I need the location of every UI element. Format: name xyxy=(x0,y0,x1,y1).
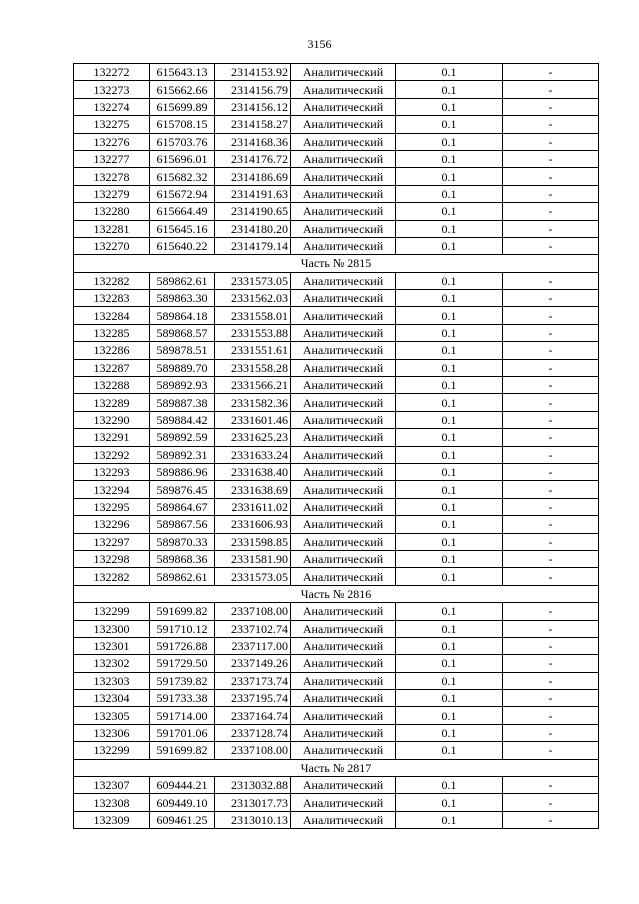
method-cell: Аналитический xyxy=(291,707,396,724)
y-coord-cell: 2331553.88 xyxy=(215,324,291,341)
table-row xyxy=(74,707,599,724)
point-id-cell: 132308 xyxy=(74,794,150,811)
method-cell: Аналитический xyxy=(291,620,396,637)
table-row xyxy=(74,620,599,637)
x-coord-cell: 609461.25 xyxy=(150,811,215,828)
method-cell: Аналитический xyxy=(291,672,396,689)
table-row xyxy=(74,237,599,254)
y-coord-cell: 2337102.74 xyxy=(215,620,291,637)
note-cell: - xyxy=(503,620,599,637)
y-coord-cell: 2337195.74 xyxy=(215,690,291,707)
method-cell: Аналитический xyxy=(291,429,396,446)
accuracy-cell: 0.1 xyxy=(396,81,503,98)
accuracy-cell: 0.1 xyxy=(396,724,503,741)
table-row xyxy=(74,655,599,672)
y-coord-cell: 2313032.88 xyxy=(215,777,291,794)
y-coord-cell: 2331573.05 xyxy=(215,272,291,289)
table-row xyxy=(74,324,599,341)
x-coord-cell: 589868.36 xyxy=(150,550,215,567)
accuracy-cell: 0.1 xyxy=(396,533,503,550)
method-cell: Аналитический xyxy=(291,237,396,254)
accuracy-cell: 0.1 xyxy=(396,672,503,689)
x-coord-cell: 589892.93 xyxy=(150,377,215,394)
table-row xyxy=(74,203,599,220)
table-row xyxy=(74,220,599,237)
accuracy-cell: 0.1 xyxy=(396,637,503,654)
method-cell: Аналитический xyxy=(291,811,396,828)
section-title: Часть № 2817 xyxy=(74,759,599,776)
point-id-cell: 132291 xyxy=(74,429,150,446)
note-cell: - xyxy=(503,429,599,446)
point-id-cell: 132282 xyxy=(74,568,150,585)
point-id-cell: 132273 xyxy=(74,81,150,98)
x-coord-cell: 615703.76 xyxy=(150,133,215,150)
x-coord-cell: 589884.42 xyxy=(150,411,215,428)
table-row xyxy=(74,98,599,115)
y-coord-cell: 2337128.74 xyxy=(215,724,291,741)
y-coord-cell: 2337108.00 xyxy=(215,603,291,620)
accuracy-cell: 0.1 xyxy=(396,220,503,237)
y-coord-cell: 2337173.74 xyxy=(215,672,291,689)
y-coord-cell: 2331566.21 xyxy=(215,377,291,394)
method-cell: Аналитический xyxy=(291,533,396,550)
point-id-cell: 132283 xyxy=(74,290,150,307)
method-cell: Аналитический xyxy=(291,446,396,463)
method-cell: Аналитический xyxy=(291,203,396,220)
accuracy-cell: 0.1 xyxy=(396,185,503,202)
note-cell: - xyxy=(503,655,599,672)
accuracy-cell: 0.1 xyxy=(396,377,503,394)
note-cell: - xyxy=(503,150,599,167)
x-coord-cell: 591739.82 xyxy=(150,672,215,689)
note-cell: - xyxy=(503,707,599,724)
note-cell: - xyxy=(503,550,599,567)
accuracy-cell: 0.1 xyxy=(396,429,503,446)
method-cell: Аналитический xyxy=(291,690,396,707)
note-cell: - xyxy=(503,742,599,759)
y-coord-cell: 2314191.63 xyxy=(215,185,291,202)
method-cell: Аналитический xyxy=(291,168,396,185)
method-cell: Аналитический xyxy=(291,777,396,794)
section-header-row xyxy=(74,759,599,776)
x-coord-cell: 589886.96 xyxy=(150,463,215,480)
accuracy-cell: 0.1 xyxy=(396,342,503,359)
y-coord-cell: 2314180.20 xyxy=(215,220,291,237)
accuracy-cell: 0.1 xyxy=(396,777,503,794)
point-id-cell: 132290 xyxy=(74,411,150,428)
point-id-cell: 132303 xyxy=(74,672,150,689)
note-cell: - xyxy=(503,394,599,411)
accuracy-cell: 0.1 xyxy=(396,168,503,185)
note-cell: - xyxy=(503,324,599,341)
method-cell: Аналитический xyxy=(291,272,396,289)
y-coord-cell: 2314176.72 xyxy=(215,150,291,167)
note-cell: - xyxy=(503,81,599,98)
x-coord-cell: 591714.00 xyxy=(150,707,215,724)
table-row xyxy=(74,116,599,133)
note-cell: - xyxy=(503,411,599,428)
accuracy-cell: 0.1 xyxy=(396,603,503,620)
point-id-cell: 132300 xyxy=(74,620,150,637)
method-cell: Аналитический xyxy=(291,655,396,672)
accuracy-cell: 0.1 xyxy=(396,150,503,167)
table-row xyxy=(74,603,599,620)
note-cell: - xyxy=(503,116,599,133)
note-cell: - xyxy=(503,498,599,515)
x-coord-cell: 589864.18 xyxy=(150,307,215,324)
note-cell: - xyxy=(503,777,599,794)
note-cell: - xyxy=(503,690,599,707)
accuracy-cell: 0.1 xyxy=(396,516,503,533)
y-coord-cell: 2331611.02 xyxy=(215,498,291,515)
point-id-cell: 132278 xyxy=(74,168,150,185)
x-coord-cell: 589870.33 xyxy=(150,533,215,550)
table-row xyxy=(74,168,599,185)
point-id-cell: 132297 xyxy=(74,533,150,550)
accuracy-cell: 0.1 xyxy=(396,742,503,759)
point-id-cell: 132274 xyxy=(74,98,150,115)
point-id-cell: 132294 xyxy=(74,481,150,498)
method-cell: Аналитический xyxy=(291,498,396,515)
method-cell: Аналитический xyxy=(291,324,396,341)
point-id-cell: 132301 xyxy=(74,637,150,654)
y-coord-cell: 2314156.12 xyxy=(215,98,291,115)
section-title: Часть № 2815 xyxy=(74,255,599,272)
accuracy-cell: 0.1 xyxy=(396,481,503,498)
table-row xyxy=(74,811,599,828)
x-coord-cell: 589892.59 xyxy=(150,429,215,446)
point-id-cell: 132307 xyxy=(74,777,150,794)
method-cell: Аналитический xyxy=(291,185,396,202)
note-cell: - xyxy=(503,672,599,689)
accuracy-cell: 0.1 xyxy=(396,307,503,324)
point-id-cell: 132299 xyxy=(74,742,150,759)
accuracy-cell: 0.1 xyxy=(396,133,503,150)
note-cell: - xyxy=(503,377,599,394)
y-coord-cell: 2331581.90 xyxy=(215,550,291,567)
accuracy-cell: 0.1 xyxy=(396,446,503,463)
note-cell: - xyxy=(503,342,599,359)
method-cell: Аналитический xyxy=(291,307,396,324)
point-id-cell: 132280 xyxy=(74,203,150,220)
y-coord-cell: 2337117.00 xyxy=(215,637,291,654)
x-coord-cell: 609449.10 xyxy=(150,794,215,811)
accuracy-cell: 0.1 xyxy=(396,568,503,585)
x-coord-cell: 615682.32 xyxy=(150,168,215,185)
x-coord-cell: 589867.56 xyxy=(150,516,215,533)
method-cell: Аналитический xyxy=(291,116,396,133)
method-cell: Аналитический xyxy=(291,742,396,759)
x-coord-cell: 615664.49 xyxy=(150,203,215,220)
y-coord-cell: 2331558.01 xyxy=(215,307,291,324)
point-id-cell: 132272 xyxy=(74,64,150,81)
table-row xyxy=(74,550,599,567)
x-coord-cell: 589878.51 xyxy=(150,342,215,359)
y-coord-cell: 2314158.27 xyxy=(215,116,291,133)
method-cell: Аналитический xyxy=(291,463,396,480)
accuracy-cell: 0.1 xyxy=(396,272,503,289)
point-id-cell: 132289 xyxy=(74,394,150,411)
coordinates-table-body xyxy=(74,64,599,829)
method-cell: Аналитический xyxy=(291,377,396,394)
note-cell: - xyxy=(503,516,599,533)
point-id-cell: 132292 xyxy=(74,446,150,463)
method-cell: Аналитический xyxy=(291,603,396,620)
y-coord-cell: 2331633.24 xyxy=(215,446,291,463)
x-coord-cell: 615662.66 xyxy=(150,81,215,98)
x-coord-cell: 615640.22 xyxy=(150,237,215,254)
table-row xyxy=(74,185,599,202)
table-row xyxy=(74,377,599,394)
accuracy-cell: 0.1 xyxy=(396,794,503,811)
method-cell: Аналитический xyxy=(291,794,396,811)
accuracy-cell: 0.1 xyxy=(396,411,503,428)
coordinates-table xyxy=(73,63,599,829)
point-id-cell: 132304 xyxy=(74,690,150,707)
table-row xyxy=(74,394,599,411)
method-cell: Аналитический xyxy=(291,481,396,498)
table-row xyxy=(74,133,599,150)
method-cell: Аналитический xyxy=(291,359,396,376)
accuracy-cell: 0.1 xyxy=(396,463,503,480)
table-row xyxy=(74,446,599,463)
table-row xyxy=(74,463,599,480)
y-coord-cell: 2314168.36 xyxy=(215,133,291,150)
note-cell: - xyxy=(503,290,599,307)
point-id-cell: 132281 xyxy=(74,220,150,237)
x-coord-cell: 591726.88 xyxy=(150,637,215,654)
note-cell: - xyxy=(503,168,599,185)
method-cell: Аналитический xyxy=(291,724,396,741)
point-id-cell: 132305 xyxy=(74,707,150,724)
x-coord-cell: 615643.13 xyxy=(150,64,215,81)
table-row xyxy=(74,272,599,289)
x-coord-cell: 589889.70 xyxy=(150,359,215,376)
method-cell: Аналитический xyxy=(291,64,396,81)
note-cell: - xyxy=(503,64,599,81)
point-id-cell: 132282 xyxy=(74,272,150,289)
method-cell: Аналитический xyxy=(291,98,396,115)
section-title: Часть № 2816 xyxy=(74,585,599,602)
table-row xyxy=(74,568,599,585)
x-coord-cell: 589862.61 xyxy=(150,568,215,585)
y-coord-cell: 2314186.69 xyxy=(215,168,291,185)
accuracy-cell: 0.1 xyxy=(396,498,503,515)
accuracy-cell: 0.1 xyxy=(396,690,503,707)
y-coord-cell: 2331601.46 xyxy=(215,411,291,428)
accuracy-cell: 0.1 xyxy=(396,116,503,133)
x-coord-cell: 615699.89 xyxy=(150,98,215,115)
x-coord-cell: 609444.21 xyxy=(150,777,215,794)
note-cell: - xyxy=(503,237,599,254)
x-coord-cell: 591710.12 xyxy=(150,620,215,637)
table-row xyxy=(74,794,599,811)
table-row xyxy=(74,516,599,533)
y-coord-cell: 2337149.26 xyxy=(215,655,291,672)
x-coord-cell: 615672.94 xyxy=(150,185,215,202)
accuracy-cell: 0.1 xyxy=(396,655,503,672)
y-coord-cell: 2337164.74 xyxy=(215,707,291,724)
x-coord-cell: 589876.45 xyxy=(150,481,215,498)
point-id-cell: 132296 xyxy=(74,516,150,533)
point-id-cell: 132275 xyxy=(74,116,150,133)
point-id-cell: 132306 xyxy=(74,724,150,741)
table-row xyxy=(74,290,599,307)
x-coord-cell: 591699.82 xyxy=(150,742,215,759)
note-cell: - xyxy=(503,446,599,463)
x-coord-cell: 589862.61 xyxy=(150,272,215,289)
accuracy-cell: 0.1 xyxy=(396,98,503,115)
table-row xyxy=(74,81,599,98)
method-cell: Аналитический xyxy=(291,81,396,98)
point-id-cell: 132293 xyxy=(74,463,150,480)
x-coord-cell: 589863.30 xyxy=(150,290,215,307)
y-coord-cell: 2331551.61 xyxy=(215,342,291,359)
note-cell: - xyxy=(503,811,599,828)
note-cell: - xyxy=(503,481,599,498)
point-id-cell: 132299 xyxy=(74,603,150,620)
accuracy-cell: 0.1 xyxy=(396,620,503,637)
accuracy-cell: 0.1 xyxy=(396,707,503,724)
x-coord-cell: 589864.67 xyxy=(150,498,215,515)
y-coord-cell: 2337108.00 xyxy=(215,742,291,759)
x-coord-cell: 589892.31 xyxy=(150,446,215,463)
point-id-cell: 132284 xyxy=(74,307,150,324)
y-coord-cell: 2331573.05 xyxy=(215,568,291,585)
point-id-cell: 132279 xyxy=(74,185,150,202)
point-id-cell: 132298 xyxy=(74,550,150,567)
note-cell: - xyxy=(503,724,599,741)
note-cell: - xyxy=(503,185,599,202)
accuracy-cell: 0.1 xyxy=(396,64,503,81)
x-coord-cell: 615708.15 xyxy=(150,116,215,133)
table-row xyxy=(74,637,599,654)
accuracy-cell: 0.1 xyxy=(396,237,503,254)
note-cell: - xyxy=(503,568,599,585)
method-cell: Аналитический xyxy=(291,394,396,411)
note-cell: - xyxy=(503,307,599,324)
accuracy-cell: 0.1 xyxy=(396,359,503,376)
y-coord-cell: 2314153.92 xyxy=(215,64,291,81)
note-cell: - xyxy=(503,463,599,480)
y-coord-cell: 2331606.93 xyxy=(215,516,291,533)
table-row xyxy=(74,307,599,324)
accuracy-cell: 0.1 xyxy=(396,203,503,220)
table-row xyxy=(74,429,599,446)
note-cell: - xyxy=(503,98,599,115)
method-cell: Аналитический xyxy=(291,411,396,428)
point-id-cell: 132309 xyxy=(74,811,150,828)
y-coord-cell: 2331638.69 xyxy=(215,481,291,498)
note-cell: - xyxy=(503,794,599,811)
table-row xyxy=(74,342,599,359)
table-row xyxy=(74,724,599,741)
x-coord-cell: 589887.38 xyxy=(150,394,215,411)
method-cell: Аналитический xyxy=(291,290,396,307)
y-coord-cell: 2313010.13 xyxy=(215,811,291,828)
accuracy-cell: 0.1 xyxy=(396,290,503,307)
table-row xyxy=(74,150,599,167)
point-id-cell: 132285 xyxy=(74,324,150,341)
note-cell: - xyxy=(503,359,599,376)
point-id-cell: 132276 xyxy=(74,133,150,150)
method-cell: Аналитический xyxy=(291,550,396,567)
table-row xyxy=(74,498,599,515)
method-cell: Аналитический xyxy=(291,637,396,654)
table-row xyxy=(74,359,599,376)
table-row xyxy=(74,672,599,689)
x-coord-cell: 591729.50 xyxy=(150,655,215,672)
y-coord-cell: 2313017.73 xyxy=(215,794,291,811)
x-coord-cell: 591733.38 xyxy=(150,690,215,707)
x-coord-cell: 591701.06 xyxy=(150,724,215,741)
point-id-cell: 132286 xyxy=(74,342,150,359)
section-header-row xyxy=(74,585,599,602)
note-cell: - xyxy=(503,203,599,220)
y-coord-cell: 2331558.28 xyxy=(215,359,291,376)
x-coord-cell: 615696.01 xyxy=(150,150,215,167)
point-id-cell: 132288 xyxy=(74,377,150,394)
y-coord-cell: 2331625.23 xyxy=(215,429,291,446)
accuracy-cell: 0.1 xyxy=(396,550,503,567)
point-id-cell: 132295 xyxy=(74,498,150,515)
table-row xyxy=(74,690,599,707)
y-coord-cell: 2331598.85 xyxy=(215,533,291,550)
y-coord-cell: 2314190.65 xyxy=(215,203,291,220)
x-coord-cell: 591699.82 xyxy=(150,603,215,620)
note-cell: - xyxy=(503,603,599,620)
method-cell: Аналитический xyxy=(291,150,396,167)
note-cell: - xyxy=(503,133,599,150)
accuracy-cell: 0.1 xyxy=(396,324,503,341)
x-coord-cell: 615645.16 xyxy=(150,220,215,237)
point-id-cell: 132270 xyxy=(74,237,150,254)
method-cell: Аналитический xyxy=(291,568,396,585)
method-cell: Аналитический xyxy=(291,516,396,533)
accuracy-cell: 0.1 xyxy=(396,811,503,828)
note-cell: - xyxy=(503,272,599,289)
y-coord-cell: 2314179.14 xyxy=(215,237,291,254)
accuracy-cell: 0.1 xyxy=(396,394,503,411)
y-coord-cell: 2314156.79 xyxy=(215,81,291,98)
table-row xyxy=(74,742,599,759)
point-id-cell: 132287 xyxy=(74,359,150,376)
note-cell: - xyxy=(503,220,599,237)
page-number: 3156 xyxy=(307,37,332,51)
note-cell: - xyxy=(503,637,599,654)
table-row xyxy=(74,777,599,794)
y-coord-cell: 2331562.03 xyxy=(215,290,291,307)
method-cell: Аналитический xyxy=(291,133,396,150)
y-coord-cell: 2331638.40 xyxy=(215,463,291,480)
point-id-cell: 132277 xyxy=(74,150,150,167)
x-coord-cell: 589868.57 xyxy=(150,324,215,341)
point-id-cell: 132302 xyxy=(74,655,150,672)
section-header-row xyxy=(74,255,599,272)
table-row xyxy=(74,411,599,428)
table-row xyxy=(74,533,599,550)
table-row xyxy=(74,64,599,81)
note-cell: - xyxy=(503,533,599,550)
method-cell: Аналитический xyxy=(291,220,396,237)
table-row xyxy=(74,481,599,498)
y-coord-cell: 2331582.36 xyxy=(215,394,291,411)
method-cell: Аналитический xyxy=(291,342,396,359)
